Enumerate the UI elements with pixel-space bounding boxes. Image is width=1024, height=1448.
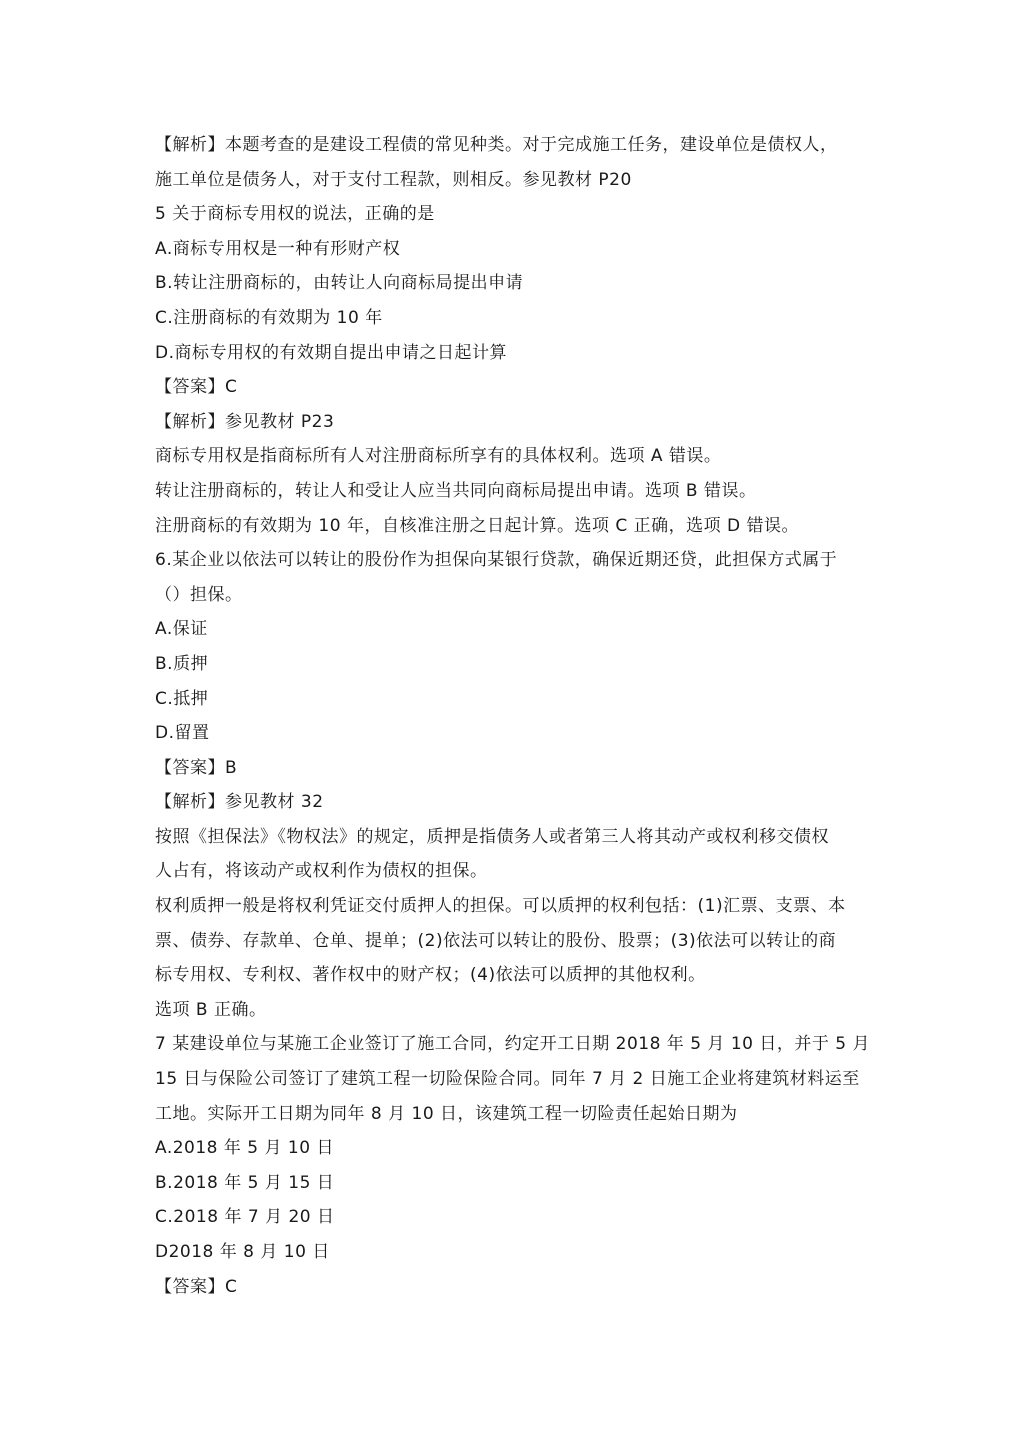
answer-line: 【答案】B bbox=[155, 757, 238, 778]
question-7-continued: 工地。实际开工日期为同年 8 月 10 日，该建筑工程一切险责任起始日期为 bbox=[155, 1103, 738, 1124]
option-c: C.2018 年 7 月 20 日 bbox=[155, 1207, 335, 1228]
explanation-line: 商标专用权是指商标所有人对注册商标所享有的具体权利。选项 A 错误。 bbox=[155, 446, 722, 467]
option-c: C.注册商标的有效期为 10 年 bbox=[155, 307, 383, 328]
question-6-continued: （）担保。 bbox=[155, 584, 243, 605]
option-d: D2018 年 8 月 10 日 bbox=[155, 1242, 330, 1262]
option-a: A.商标专用权是一种有形财产权 bbox=[155, 238, 401, 259]
question-7: 7 某建设单位与某施工企业签订了施工合同，约定开工日期 2018 年 5 月 10 日，并于 5 月 bbox=[155, 1034, 870, 1055]
explanation-line: 按照《担保法》《物权法》的规定，质押是指债务人或者第三人将其动产或权利移交债权 bbox=[155, 826, 829, 847]
option-a: A.保证 bbox=[155, 619, 208, 640]
analysis-line: 施工单位是债务人，对于支付工程款，则相反。参见教材 P20 bbox=[155, 169, 632, 190]
option-d: D.商标专用权的有效期自提出申请之日起计算 bbox=[155, 342, 507, 363]
explanation-line: 票、债券、存款单、仓单、提单；(2)依法可以转让的股份、股票；(3)依法可以转让的商 bbox=[155, 930, 837, 951]
option-b: B.质押 bbox=[155, 653, 209, 674]
option-b: B.2018 年 5 月 15 日 bbox=[155, 1172, 335, 1193]
explanation-line: 权利质押一般是将权利凭证交付质押人的担保。可以质押的权利包括：(1)汇票、支票、本 bbox=[155, 896, 846, 917]
answer-line: 【答案】C bbox=[155, 377, 238, 398]
question-5: 5 关于商标专用权的说法，正确的是 bbox=[155, 204, 435, 225]
explanation-line: 转让注册商标的，转让人和受让人应当共同向商标局提出申请。选项 B 错误。 bbox=[155, 480, 757, 501]
document-body bbox=[155, 128, 875, 1304]
option-c: C.抵押 bbox=[155, 688, 209, 709]
analysis-line: 【解析】参见教材 P23 bbox=[155, 411, 335, 432]
option-d: D.留置 bbox=[155, 723, 210, 744]
explanation-line: 人占有，将该动产或权利作为债权的担保。 bbox=[155, 861, 488, 882]
question-7-continued: 15 日与保险公司签订了建筑工程一切险保险合同。同年 7 月 2 日施工企业将建筑材料运至 bbox=[155, 1069, 860, 1090]
option-a: A.2018 年 5 月 10 日 bbox=[155, 1138, 334, 1159]
analysis-line: 【解析】本题考查的是建设工程债的常见种类。对于完成施工任务，建设单位是债权人， bbox=[155, 135, 838, 155]
explanation-line: 标专用权、专利权、著作权中的财产权；(4)依法可以质押的其他权利。 bbox=[155, 965, 706, 986]
explanation-line: 注册商标的有效期为 10 年，自核准注册之日起计算。选项 C 正确，选项 D 错误。 bbox=[155, 515, 800, 536]
option-b: B.转让注册商标的，由转让人向商标局提出申请 bbox=[155, 273, 524, 294]
question-6: 6.某企业以依法可以转让的股份作为担保向某银行贷款，确保近期还贷，此担保方式属于 bbox=[155, 550, 838, 571]
answer-line: 【答案】C bbox=[155, 1276, 238, 1297]
explanation-line: 选项 B 正确。 bbox=[155, 999, 267, 1020]
analysis-line: 【解析】参见教材 32 bbox=[155, 792, 324, 813]
